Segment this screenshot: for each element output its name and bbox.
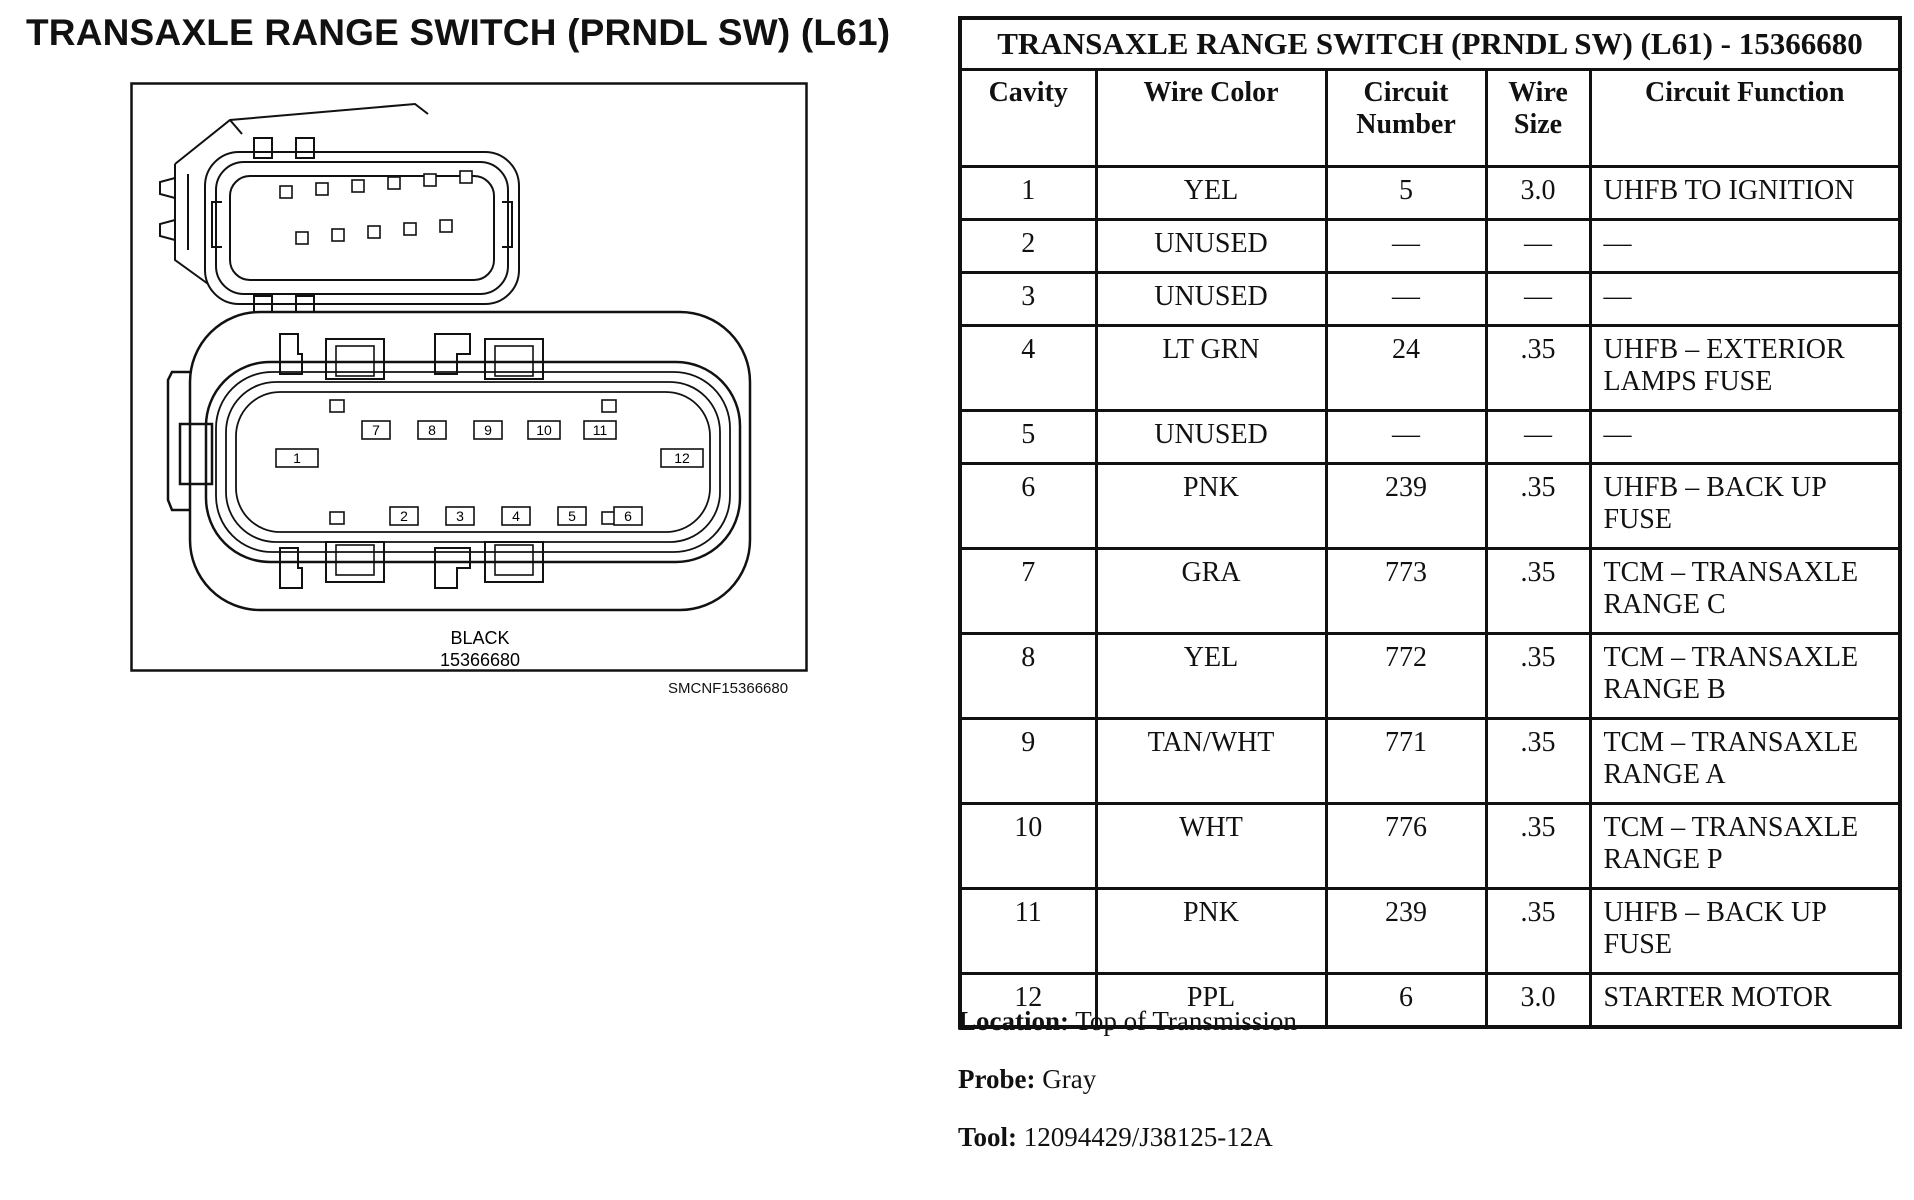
cell-wire-size: — xyxy=(1486,411,1590,464)
cell-wire-color: TAN/WHT xyxy=(1096,719,1326,804)
cavity-label: 3 xyxy=(456,508,464,524)
table-row xyxy=(960,326,1900,411)
circuit-function-line: TCM – TRANSAXLE xyxy=(1603,557,1859,588)
cell-cavity: 5 xyxy=(960,411,1096,464)
circuit-function-line: — xyxy=(1603,281,1632,312)
header-cavity: Cavity xyxy=(960,70,1096,167)
cell-circuit-number: 6 xyxy=(1326,974,1486,1028)
cell-circuit-number: 239 xyxy=(1326,464,1486,549)
table-row xyxy=(960,167,1900,220)
circuit-function-line: TCM – TRANSAXLE xyxy=(1603,642,1859,673)
table-row xyxy=(960,464,1900,549)
note-location-label: Location: xyxy=(958,1006,1069,1036)
cell-circuit-function xyxy=(1590,634,1900,719)
sketch-pin xyxy=(316,183,328,195)
cell-circuit-number: 773 xyxy=(1326,549,1486,634)
cell-wire-size: .35 xyxy=(1486,634,1590,719)
cell-cavity: 2 xyxy=(960,220,1096,273)
note-probe-value: Gray xyxy=(1042,1064,1097,1094)
cell-wire-color: LT GRN xyxy=(1096,326,1326,411)
header-circuit-number-line: Circuit xyxy=(1363,77,1449,108)
sketch-pin xyxy=(368,226,380,238)
connector-notes xyxy=(958,1006,1297,1180)
cavity-label: 8 xyxy=(428,422,436,438)
circuit-function-line: UHFB – BACK UP xyxy=(1603,897,1827,928)
connector-color-label: BLACK xyxy=(450,628,510,648)
cell-wire-color: WHT xyxy=(1096,804,1326,889)
circuit-function-line: LAMPS FUSE xyxy=(1603,366,1773,397)
circuit-function-line: TCM – TRANSAXLE xyxy=(1603,812,1859,843)
page-heading: TRANSAXLE RANGE SWITCH (PRNDL SW) (L61) xyxy=(26,12,891,53)
circuit-function-line: UHFB TO IGNITION xyxy=(1603,175,1855,206)
header-wire-size-line: Size xyxy=(1513,109,1563,140)
note-probe-label: Probe: xyxy=(958,1064,1036,1094)
cell-wire-color: YEL xyxy=(1096,634,1326,719)
cell-wire-size: 3.0 xyxy=(1486,167,1590,220)
cell-wire-color: UNUSED xyxy=(1096,273,1326,326)
table-row xyxy=(960,634,1900,719)
note-tool xyxy=(958,1122,1297,1180)
circuit-function-line: RANGE P xyxy=(1603,844,1723,875)
note-probe xyxy=(958,1064,1297,1122)
cavity-label: 4 xyxy=(512,508,520,524)
cell-cavity: 12 xyxy=(960,974,1096,1028)
cell-wire-color: UNUSED xyxy=(1096,411,1326,464)
sketch-pin xyxy=(440,220,452,232)
cell-circuit-number: 772 xyxy=(1326,634,1486,719)
cell-cavity: 6 xyxy=(960,464,1096,549)
table-row xyxy=(960,273,1900,326)
cell-circuit-number: 239 xyxy=(1326,889,1486,974)
diagram-code: SMCNF15366680 xyxy=(668,680,789,697)
cell-circuit-function xyxy=(1590,220,1900,273)
cavity-label: 1 xyxy=(293,450,301,466)
cell-circuit-number: — xyxy=(1326,411,1486,464)
cell-wire-size: .35 xyxy=(1486,804,1590,889)
cavity-label: 7 xyxy=(372,422,380,438)
sketch-pin xyxy=(352,180,364,192)
sketch-pin xyxy=(296,232,308,244)
table-row xyxy=(960,220,1900,273)
note-location-value: Top of Transmission xyxy=(1075,1006,1297,1036)
cell-circuit-function xyxy=(1590,273,1900,326)
circuit-function-line: FUSE xyxy=(1603,504,1672,535)
table-row xyxy=(960,804,1900,889)
cavity-label: 12 xyxy=(674,450,690,466)
circuit-function-line: UHFB – EXTERIOR xyxy=(1603,334,1845,365)
cell-cavity: 11 xyxy=(960,889,1096,974)
cavity-label: 9 xyxy=(484,422,492,438)
cell-circuit-function xyxy=(1590,464,1900,549)
cell-wire-size: — xyxy=(1486,220,1590,273)
table-row xyxy=(960,719,1900,804)
cell-wire-size: 3.0 xyxy=(1486,974,1590,1028)
connector-diagram xyxy=(130,82,808,698)
circuit-function-line: — xyxy=(1603,228,1632,259)
cell-wire-size: .35 xyxy=(1486,549,1590,634)
cell-circuit-function xyxy=(1590,167,1900,220)
circuit-function-line: UHFB – BACK UP xyxy=(1603,472,1827,503)
cell-cavity: 9 xyxy=(960,719,1096,804)
table-row xyxy=(960,411,1900,464)
circuit-function-line: STARTER MOTOR xyxy=(1603,982,1832,1013)
circuit-function-line: RANGE C xyxy=(1603,589,1726,620)
sketch-pin xyxy=(460,171,472,183)
cell-wire-color: PPL xyxy=(1096,974,1326,1028)
pinout-table xyxy=(958,16,1902,1029)
cell-circuit-function xyxy=(1590,411,1900,464)
header-wire-size-line: Wire xyxy=(1508,77,1568,108)
sketch-pin xyxy=(388,177,400,189)
cell-wire-size: .35 xyxy=(1486,719,1590,804)
cavity-label: 10 xyxy=(536,422,552,438)
cavity-label: 2 xyxy=(400,508,408,524)
note-tool-label: Tool: xyxy=(958,1122,1018,1152)
cell-wire-size: .35 xyxy=(1486,326,1590,411)
table-row xyxy=(960,889,1900,974)
cell-wire-color: UNUSED xyxy=(1096,220,1326,273)
table-row xyxy=(960,549,1900,634)
header-wire-color: Wire Color xyxy=(1096,70,1326,167)
cell-cavity: 7 xyxy=(960,549,1096,634)
cell-cavity: 10 xyxy=(960,804,1096,889)
note-location xyxy=(958,1006,1297,1064)
cell-circuit-function xyxy=(1590,719,1900,804)
cell-wire-size: — xyxy=(1486,273,1590,326)
circuit-function-line: RANGE A xyxy=(1603,759,1726,790)
circuit-function-line: FUSE xyxy=(1603,929,1672,960)
table-title: TRANSAXLE RANGE SWITCH (PRNDL SW) (L61) - 15366680 xyxy=(960,18,1900,70)
cell-circuit-number: 776 xyxy=(1326,804,1486,889)
cell-circuit-number: — xyxy=(1326,273,1486,326)
circuit-function-line: — xyxy=(1603,419,1632,450)
cell-circuit-number: 5 xyxy=(1326,167,1486,220)
sketch-pin xyxy=(332,229,344,241)
connector-part-number: 15366680 xyxy=(439,650,521,670)
cell-circuit-function xyxy=(1590,889,1900,974)
cell-wire-color: YEL xyxy=(1096,167,1326,220)
cell-wire-color: PNK xyxy=(1096,464,1326,549)
cell-cavity: 4 xyxy=(960,326,1096,411)
header-wire-size xyxy=(1486,70,1590,167)
cell-circuit-function xyxy=(1590,549,1900,634)
cell-circuit-number: 771 xyxy=(1326,719,1486,804)
cell-circuit-number: — xyxy=(1326,220,1486,273)
cell-cavity: 3 xyxy=(960,273,1096,326)
cell-circuit-function xyxy=(1590,974,1900,1028)
note-tool-value: 12094429/J38125-12A xyxy=(1023,1122,1273,1152)
cell-circuit-function xyxy=(1590,326,1900,411)
cell-wire-size: .35 xyxy=(1486,464,1590,549)
cavity-label: 5 xyxy=(568,508,576,524)
circuit-function-line: RANGE B xyxy=(1603,674,1726,705)
circuit-function-line: TCM – TRANSAXLE xyxy=(1603,727,1859,758)
cell-cavity: 1 xyxy=(960,167,1096,220)
cell-wire-color: GRA xyxy=(1096,549,1326,634)
cell-wire-color: PNK xyxy=(1096,889,1326,974)
sketch-pin xyxy=(424,174,436,186)
cavity-label: 11 xyxy=(592,422,608,438)
cell-circuit-function xyxy=(1590,804,1900,889)
header-circuit-number xyxy=(1326,70,1486,167)
sketch-pin xyxy=(280,186,292,198)
cell-circuit-number: 24 xyxy=(1326,326,1486,411)
header-circuit-function: Circuit Function xyxy=(1590,70,1900,167)
cavity-label: 6 xyxy=(624,508,632,524)
cell-cavity: 8 xyxy=(960,634,1096,719)
sketch-pin xyxy=(404,223,416,235)
header-circuit-number-line: Number xyxy=(1356,109,1456,140)
cell-wire-size: .35 xyxy=(1486,889,1590,974)
